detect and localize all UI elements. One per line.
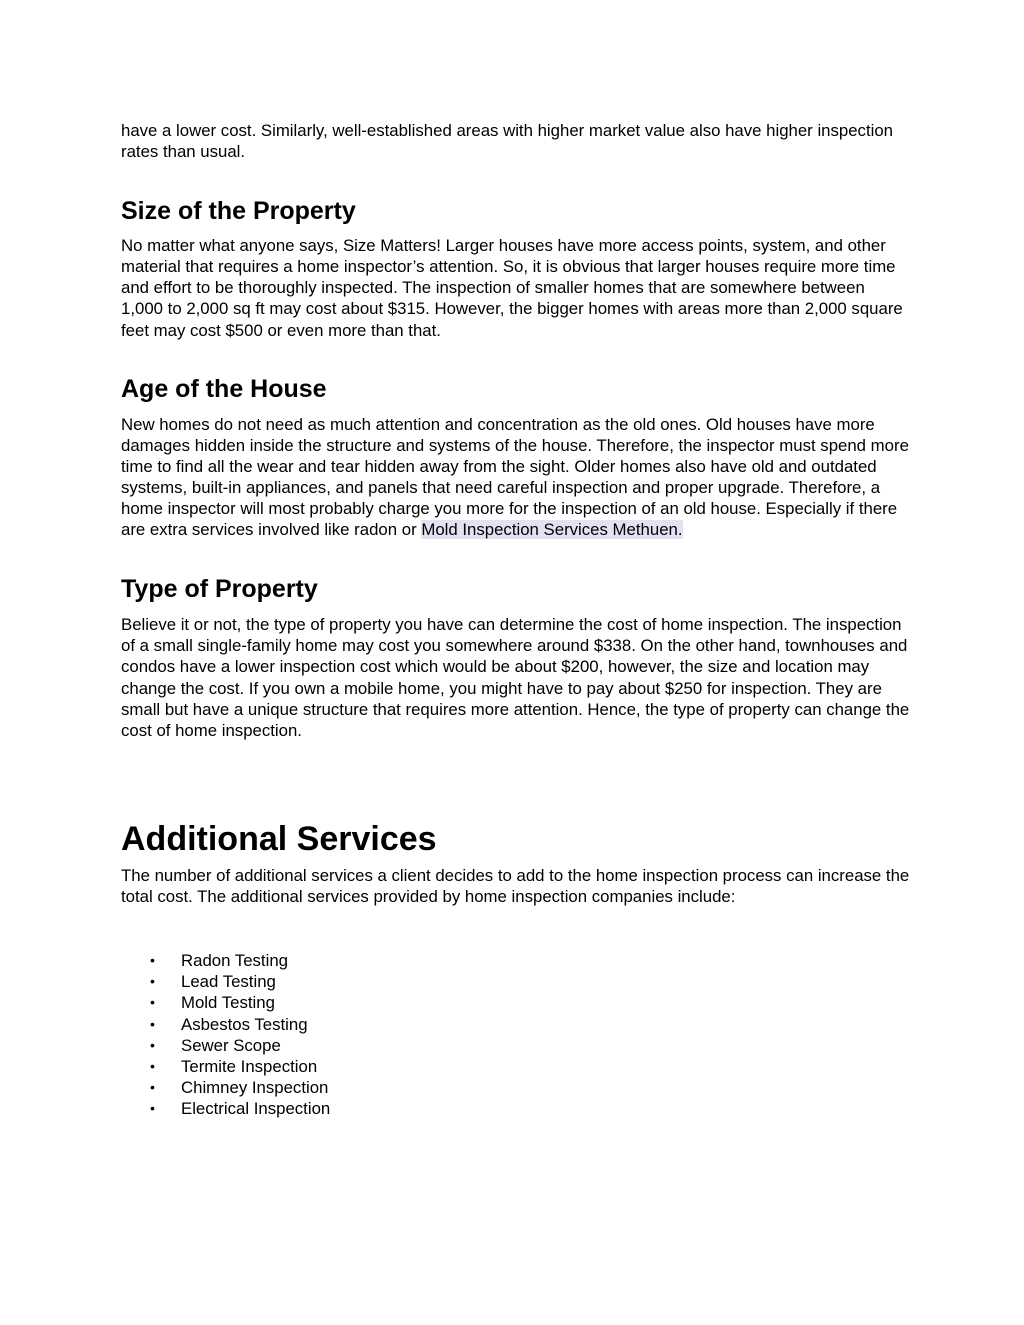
bullet-icon: • [150,994,155,1011]
paragraph-type-of-property: Believe it or not, the type of property you have can determine the cost of home inspection. The inspection of a small single-family home may cost you somewhere around $338. On the other hand, townhouses and condos have a lower inspection cost which would be about $200, however, the size and location may change the cost. If you own a mobile home, you might have to pay about $250 for inspection. They are small but have a unique structure that requires more attention. Hence, the type of property can change the cost of home inspection. [121,615,910,740]
paragraph-additional-services: The number of additional services a client decides to add to the home inspection process can increase the total cost. The additional services provided by home inspection companies include: [121,865,910,906]
additional-services-list [121,950,911,1120]
paragraph-age-of-house [121,414,911,541]
bullet-icon: • [150,973,155,990]
heading-type-of-property: Type of Property [121,575,318,604]
list-item: • Mold Testing [150,993,275,1013]
list-item: • Sewer Scope [150,1035,281,1055]
heading-size-of-property: Size of the Property [121,197,356,226]
age-of-house-text: New homes do not need as much attention and concentration as the old ones. Old houses have more damages hidden inside the structure and systems of the house. Therefore, the inspector must spend more time to find all the wear and tear hidden away from the sight. Older homes also have old and outdated systems, built-in appliances, and panels that need careful inspection and proper upgrade. Therefore, a home inspector will most probably charge you more for the inspection of an old house. Especially if there are extra services involved like radon or [121,414,909,540]
mold-inspection-link[interactable]: Mold Inspection Services Methuen. [421,520,683,540]
list-item: • Lead Testing [150,972,276,992]
bullet-icon: • [150,1079,155,1096]
list-item: • Termite Inspection [150,1056,318,1076]
bullet-icon: • [150,1100,155,1117]
bullet-icon: • [150,1036,155,1053]
list-item: • Chimney Inspection [150,1078,329,1098]
list-item: • Radon Testing [150,950,288,970]
bullet-icon: • [150,1015,155,1032]
bullet-icon: • [150,1057,155,1074]
heading-additional-services: Additional Services [121,819,437,858]
intro-paragraph: have a lower cost. Similarly, well-established areas with higher market value also have higher inspection rates than usual. [121,121,894,162]
document-page [121,120,911,1120]
list-item: • Electrical Inspection [150,1099,331,1119]
paragraph-size-of-property: No matter what anyone says, Size Matters! Larger houses have more access points, system, and other material that requires a home inspector’s attention. So, it is obvious that larger houses require more time and effort to be thoroughly inspected. The inspection of smaller homes that are somewhere between 1,000 to 2,000 sq ft may cost about $315. However, the bigger homes with areas more than 2,000 square feet may cost $500 or even more than that. [121,236,903,340]
bullet-icon: • [150,951,155,968]
list-item: • Asbestos Testing [150,1014,308,1034]
heading-age-of-house: Age of the House [121,374,327,403]
